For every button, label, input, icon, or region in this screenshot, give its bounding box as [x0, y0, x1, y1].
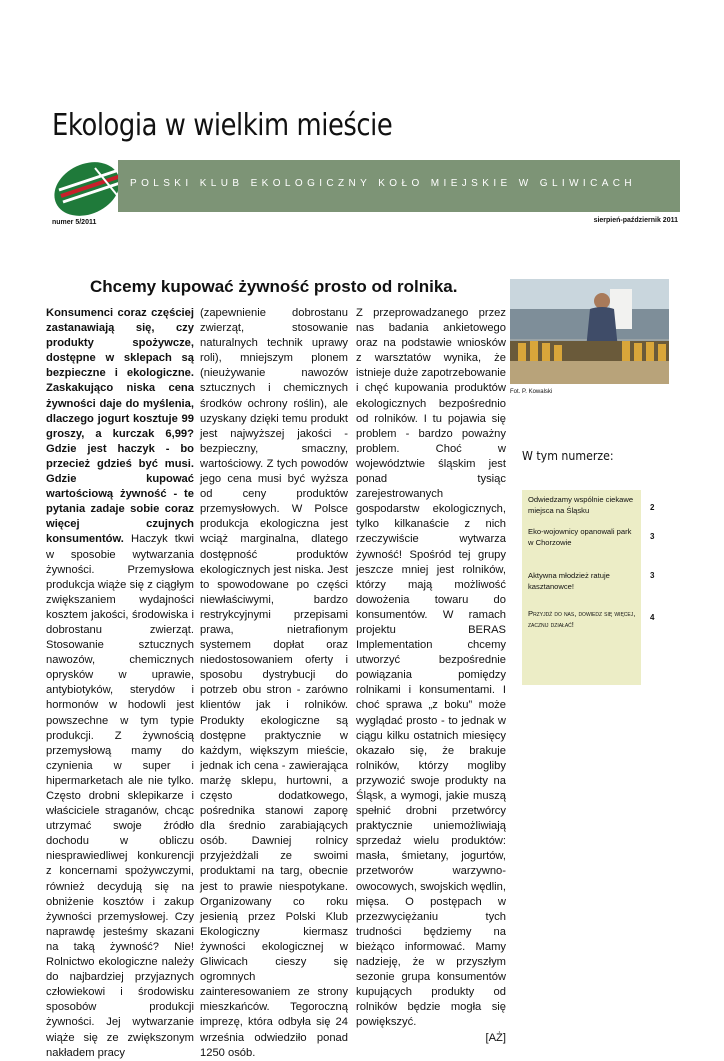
toc-page-number: 2	[650, 503, 655, 512]
toc-page-number: 4	[650, 613, 655, 622]
article-column-2: (zapewnienie dobrostanu zwierząt, stosowanie naturalnych technik uprawy roli), mniejszym plonem (nieużywanie nawozów sztucznych i chemicznych środków ochrony roślin), ale uzyskany dzięki temu produkt jest najwyższej jakości - bezpieczny, smaczny, wartościowy. Z tych powodów jego cena musi być wyższa od ceny produktów przemysłowych. W Polsce produkcja ekologiczna jest wciąż marginalna, dlatego dostępność produktów ekologicznych jest niska. Jest to spowodowane po części niewłaściwymi, bardzo restrykcyjnymi przepisami prawa, nietrafionym systemem dopłat oraz niedostosowaniem oferty i sposobu dystrybucji do potrzeb obu stron - zarówno klientów jak i rolników. Produkty ekologiczne są dostępne praktycznie w każdym, większym mieście, jednak ich cena - zawierająca marżę sklepu, hurtowni, a często dodatkowego, pośrednika stanowi zaporę dla średnio zarabiających osób. Dawniej rolnicy przyjeżdżali ze swoimi produktami na targ, obecnie jest to prawie niespotykane. Organizowany co roku jesienią przez Polski Klub Ekologiczny kiermasz żywności ekologicznej w Gliwicach cieszy się ogromnych zainteresowaniem ze strony mieszkańców. Tegoroczną imprezę, która odbyła się 24 września odwiedziło ponad 1250 osób.	[200, 307, 348, 1059]
toc-item[interactable]: Odwiedzamy wspólnie ciekawe miejsca na Śląsku	[528, 495, 634, 515]
article-column-1	[46, 306, 194, 1061]
article-headline: Chcemy kupować żywność prosto od rolnika.	[90, 277, 458, 296]
toc-page-number: 3	[650, 571, 655, 580]
article-column-3	[356, 306, 506, 1046]
page-title: Ekologia w wielkim mieście	[52, 108, 393, 143]
toc-item[interactable]: Aktywna młodzież ratuje kasztanowce!	[528, 571, 610, 591]
toc-page-number: 3	[650, 532, 655, 541]
toc-item[interactable]: Przyjdź do nas, dowiedz się więcej, zacznij działać!	[528, 609, 636, 629]
article-signature: [AŻ]	[485, 1031, 506, 1044]
article-col1-body: Haczyk tkwi w sposobie wytwarzania żywności. Przemysłowa produkcja wiąże się z ciągłym zwiększaniem wydajności kosztem jakości, środowiska i dobrostanu zwierząt. Stosowanie sztucznych nawozów, chemicznych oprysków w uprawie, antybiotyków, sterydów i hormonów w hodowli jest powszechne w tym typie produkcji. Z żywnością przemysłową mamy do czynienia w super i hipermarketach ale nie tylko. Często drobni sklepikarze i właściciele straganów, chcąc utrzymać swoje źródło dochodu w obliczu niesprawiedliwej konkurencji z koncernami spożywczymi, również decydują się na obniżenie kosztów i zakup żywności przemysłowej. Czy naprawdę jesteśmy skazani na taką żywność? Nie! Rolnictwo ekologiczne należy do najbardziej przyjaznych człowiekowi i środowisku sposobów produkcji żywności. Jej wytwarzanie wiąże się ze zwiększonym nakładem pracy	[46, 533, 194, 1059]
issue-number: numer 5/2011	[52, 219, 97, 226]
issue-date: sierpień-październik 2011	[593, 217, 678, 224]
banner	[118, 160, 680, 212]
market-photo	[510, 279, 669, 384]
toc-title: W tym numerze:	[522, 448, 614, 463]
toc-item[interactable]: Eko-wojownicy opanowali park w Chorzowie	[528, 527, 632, 547]
photo-caption: Fot. P. Kowalski	[510, 389, 553, 395]
table-of-contents	[522, 490, 641, 685]
banner-text: POLSKI KLUB EKOLOGICZNY KOŁO MIEJSKIE W GLIWICACH	[130, 178, 637, 189]
article-lead: Konsumenci coraz częściej zastanawiają się, czy produkty spożywcze, dostępne w sklepach są bezpieczne i ekologiczne. Zaskakująco niska cena żywności daje do myślenia, dlaczego jogurt kosztuje 99 groszy, a kurczak 6,99? Gdzie jest haczyk - bo przecież gdzieś być musi. Gdzie kupować wartościową żywność - te pytania zadaje sobie coraz więcej czujnych konsumentów.	[46, 307, 194, 546]
article-col3-text: Z przeprowadzanego przez nas badania ankietowego oraz na podstawie wniosków z warsztatów wynika, że istnieje duże zapotrzebowanie i chęć kupowania produktów ekologicznych bezpośrednio od rolników. I tu pojawia się problem - bardzo poważny problem. Choć w województwie śląskim jest ponad tysiąc zarejestrowanych gospodarstw ekologicznych, tylko kilkanaście z nich rzeczywiście wytwarza żywność! Spośród tej grupy jeszcze mniej jest rolników, którzy mają możliwość dowożenia towaru do konsumentów. W ramach projektu BERAS Implementation chcemy utworzyć bezpośrednie powiązania pomiędzy rolnikami i konsumentami. I choć sprawa „z boku” może wyglądać prosto - to jednak w ciągu kilku ostatnich miesięcy okazało się, że brakuje rolników, którzy mogliby przywozić swoje produkty na Śląsk, a wymogi, jakie muszą spełnić drobni przetwórcy praktycznie uniemożliwiają sprzedaż wielu produktów: masła, śmietany, jogurtów, przetworów warzywno-owocowych, swojskich wędlin, mięsa. O postępach w przezwyciężaniu tych trudności będziemy na bieżąco informować. Mamy nadzieję, że w przyszłym sezonie grupa konsumentów kupujących produkty od rolników będzie mogła się powiększyć.	[356, 307, 506, 1029]
